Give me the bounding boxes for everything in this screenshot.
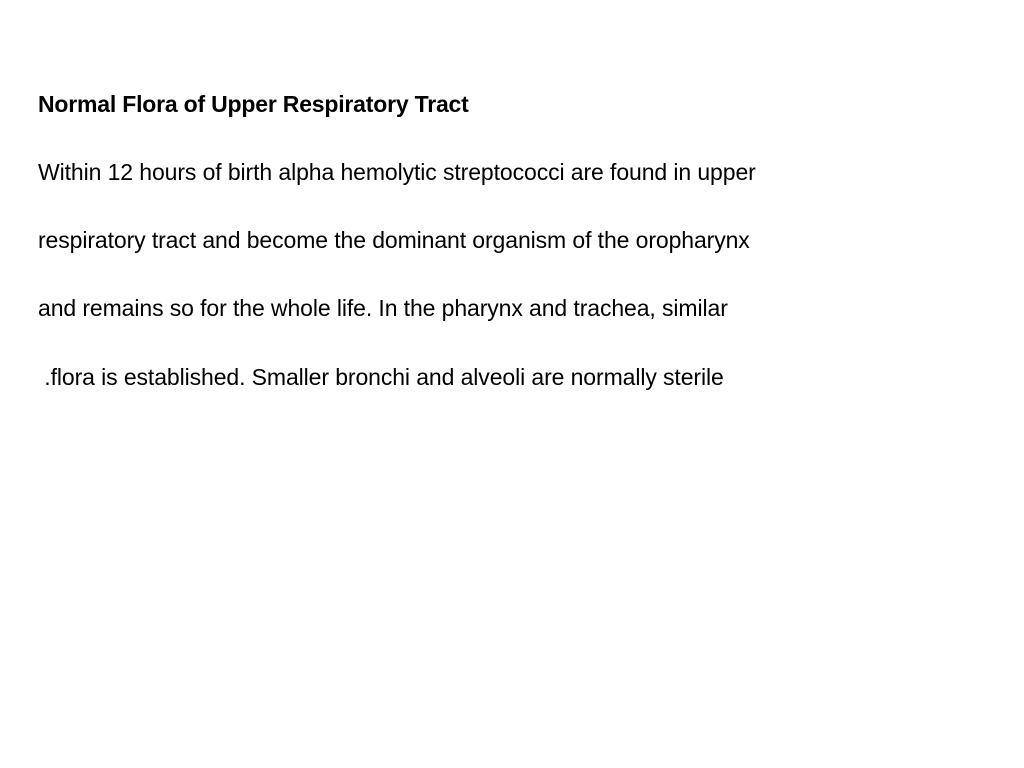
- body-line-3: and remains so for the whole life. In the pharynx and trachea, similar: [38, 295, 728, 321]
- slide-title: Normal Flora of Upper Respiratory Tract: [38, 91, 469, 117]
- body-line-1: Within 12 hours of birth alpha hemolytic streptococci are found in upper: [38, 159, 756, 185]
- body-line-2: respiratory tract and become the dominant organism of the oropharynx: [38, 227, 750, 253]
- body-line-4: .flora is established. Smaller bronchi and alveoli are normally sterile: [38, 364, 724, 390]
